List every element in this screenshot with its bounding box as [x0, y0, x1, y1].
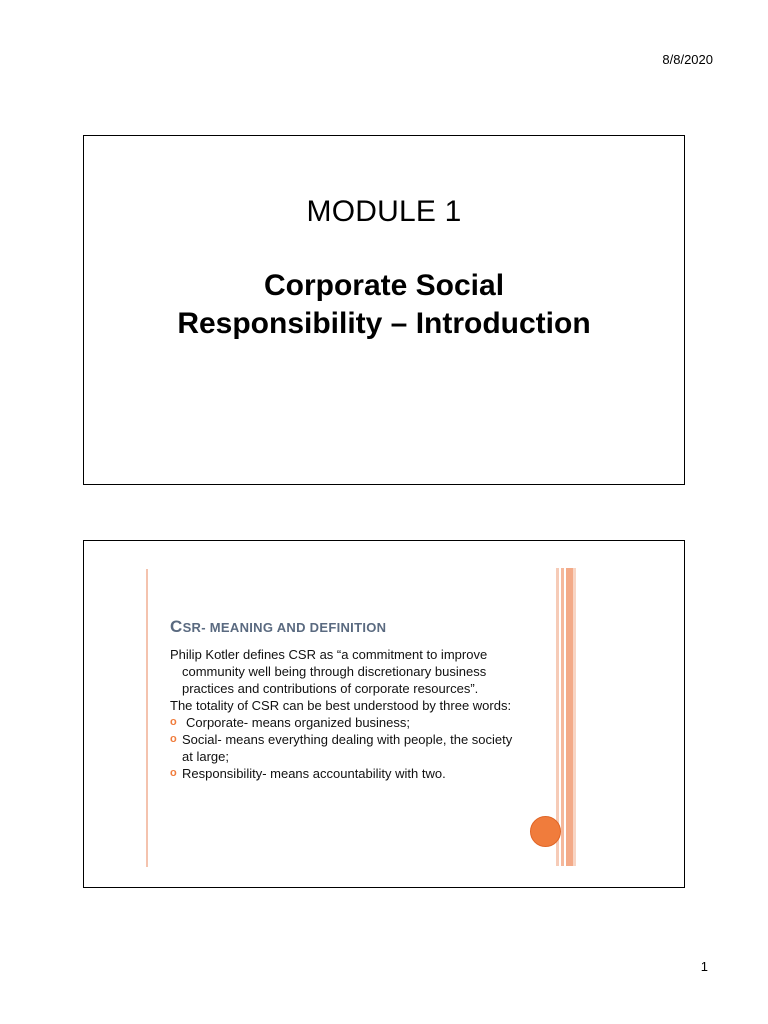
date-header: 8/8/2020: [662, 52, 713, 67]
right-decorative-stripes: [556, 568, 576, 866]
heading-initial: C: [170, 617, 183, 636]
slide-title-line-2: Responsibility – Introduction: [177, 307, 591, 340]
paragraph: Philip Kotler defines CSR as “a commitment to improve community well being through discretionary business practices and contributions of corporate resources”.: [170, 647, 488, 696]
bullet-text: Corporate- means organized business;: [186, 715, 411, 730]
slide-csr-definition: [83, 540, 685, 888]
bullet-text: Responsibility- means accountability with two.: [182, 766, 446, 781]
stripe: [566, 568, 573, 866]
stripe: [573, 568, 576, 866]
orange-circle-decoration: [530, 816, 561, 847]
bullet-item: [170, 765, 525, 782]
page-number: 1: [700, 959, 708, 974]
slide-body: [170, 646, 525, 782]
slide-heading: [170, 617, 386, 637]
slide-title-line-1: Corporate Social: [263, 269, 505, 302]
bullet-item: [170, 714, 525, 731]
heading-rest: SR- MEANING AND DEFINITION: [182, 620, 387, 635]
bullet-circle-icon: o: [170, 716, 177, 728]
module-label: MODULE 1: [306, 195, 462, 228]
left-accent-rule: [146, 569, 148, 867]
slide-title-card: [83, 135, 685, 485]
bullet-item: [170, 731, 525, 765]
bullet-circle-icon: o: [170, 733, 177, 745]
bullet-circle-icon: o: [170, 767, 177, 779]
stripe: [561, 568, 564, 866]
slide-title: [84, 267, 684, 343]
bullet-text: Social- means everything dealing with people, the society at large;: [182, 732, 513, 764]
paragraph: The totality of CSR can be best understood by three words:: [170, 698, 512, 713]
